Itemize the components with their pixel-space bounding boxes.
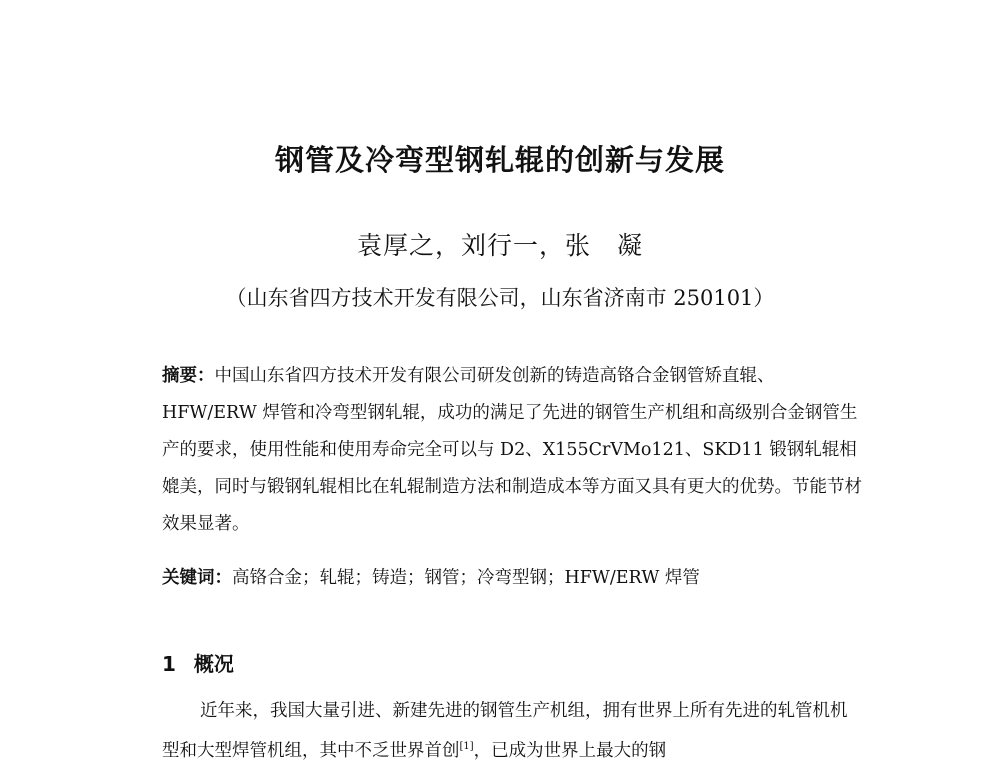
author-list: 袁厚之，刘行一，张 凝 (356, 231, 643, 260)
section-number: 1 (162, 652, 176, 676)
author-affiliation: （山东省四方技术开发有限公司，山东省济南市 250101） (225, 286, 775, 310)
section-title: 概况 (193, 652, 234, 676)
paper-title: 钢管及冷弯型钢轧辊的创新与发展 (274, 143, 725, 177)
paragraph-text-start: 近年来，我国大量引进、新建先进的钢管生产机组，拥有世界上所有先进的轧管机机型和大型焊管机组，其中不乏世界首创 (162, 701, 848, 761)
keywords-text: 高铬合金；轧辊；铸造；钢管；冷弯型钢；HFW/ERW 焊管 (232, 568, 700, 588)
keywords-label: 关键词： (162, 568, 232, 588)
abstract-text: 中国山东省四方技术开发有限公司研发创新的铸造高铬合金钢管矫直辊、HFW/ERW 焊管和冷弯型钢轧辊，成功的满足了先进的钢管生产机组和高级别合金钢管生产的要求，使用性能和使用寿命完全可以与 D2、X155CrVMo121、SKD11 锻钢轧辊相媲美，同时与锻钢轧辊相比在轧辊制造方法和制造成本等方面又具有更大的优势。节能节材效果显著。 (162, 366, 862, 534)
paragraph-text-end: ，已成为世界上最大的钢 (473, 741, 667, 761)
section-heading (162, 648, 234, 677)
citation-reference[interactable]: [1] (459, 741, 474, 752)
abstract-block (162, 358, 862, 543)
abstract-label: 摘要： (162, 366, 215, 386)
keywords-block (162, 563, 862, 593)
section-paragraph (162, 693, 862, 769)
